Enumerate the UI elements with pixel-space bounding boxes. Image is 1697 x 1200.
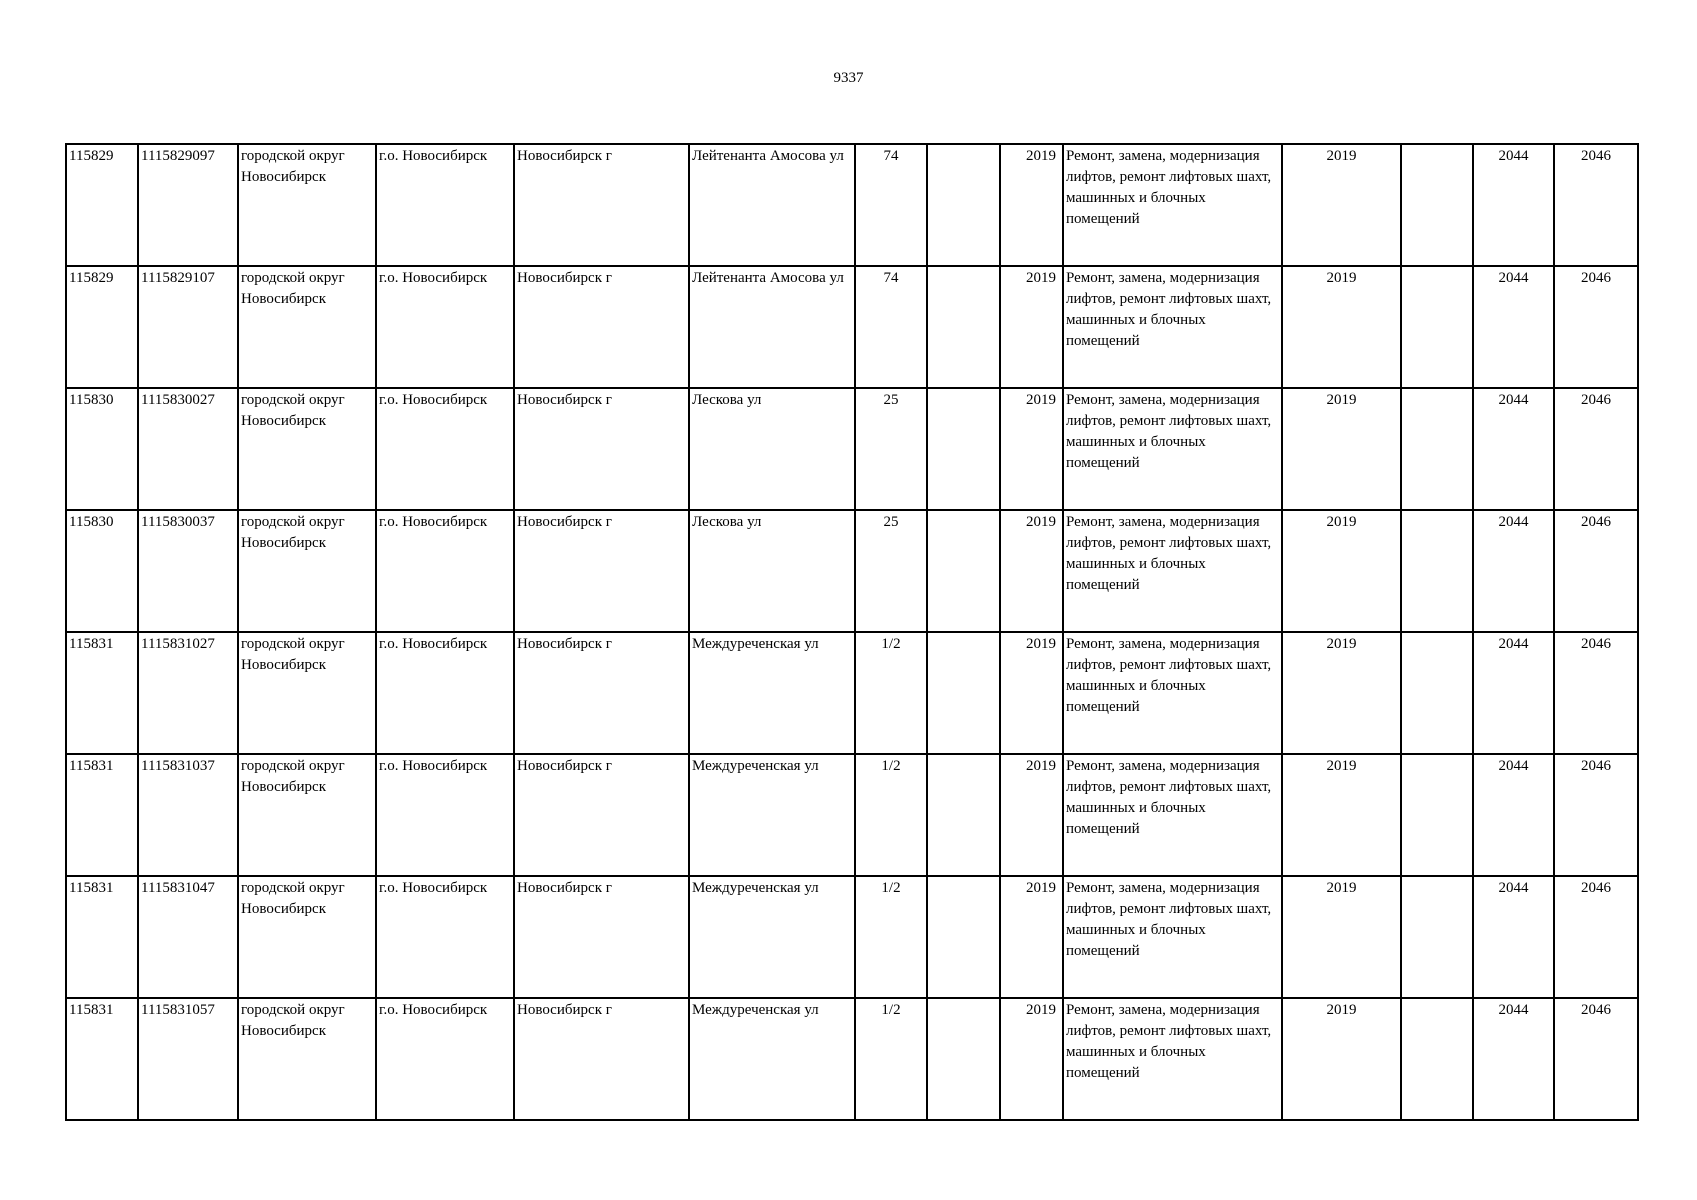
cell-street: Лейтенанта Амосова ул bbox=[689, 144, 855, 266]
cell-year: 2019 bbox=[1000, 632, 1063, 754]
cell-street: Лескова ул bbox=[689, 388, 855, 510]
cell-municipality: г.о. Новосибирск bbox=[376, 388, 514, 510]
cell-plan-year: 2019 bbox=[1282, 510, 1401, 632]
cell-id: 115831 bbox=[66, 876, 138, 998]
cell-work: Ремонт, замена, модернизация лифтов, ремонт лифтовых шахт, машинных и блочных помещений bbox=[1063, 388, 1282, 510]
cell-year-b: 2046 bbox=[1554, 144, 1638, 266]
cell-year: 2019 bbox=[1000, 388, 1063, 510]
cell-year-a: 2044 bbox=[1473, 632, 1554, 754]
cell-plan-year: 2019 bbox=[1282, 144, 1401, 266]
cell-municipality: г.о. Новосибирск bbox=[376, 754, 514, 876]
cell-code: 1115830037 bbox=[138, 510, 238, 632]
cell-street: Междуреченская ул bbox=[689, 876, 855, 998]
table-row bbox=[66, 388, 1638, 510]
cell-year-b: 2046 bbox=[1554, 754, 1638, 876]
cell-house: 74 bbox=[855, 266, 927, 388]
table-body bbox=[66, 144, 1638, 1120]
cell-district: городской округ Новосибирск bbox=[238, 144, 376, 266]
cell-street: Междуреченская ул bbox=[689, 754, 855, 876]
cell-street: Междуреченская ул bbox=[689, 632, 855, 754]
cell-city: Новосибирск г bbox=[514, 266, 689, 388]
page-number: 9337 bbox=[833, 70, 864, 86]
cell-blank bbox=[1401, 510, 1473, 632]
cell-code: 1115829097 bbox=[138, 144, 238, 266]
cell-city: Новосибирск г bbox=[514, 632, 689, 754]
cell-extra bbox=[927, 388, 1000, 510]
cell-year-a: 2044 bbox=[1473, 266, 1554, 388]
cell-year-a: 2044 bbox=[1473, 144, 1554, 266]
cell-house: 1/2 bbox=[855, 998, 927, 1120]
cell-id: 115831 bbox=[66, 754, 138, 876]
registry-table bbox=[65, 143, 1639, 1121]
cell-street: Междуреченская ул bbox=[689, 998, 855, 1120]
cell-year-a: 2044 bbox=[1473, 998, 1554, 1120]
cell-house: 25 bbox=[855, 388, 927, 510]
cell-blank bbox=[1401, 388, 1473, 510]
cell-plan-year: 2019 bbox=[1282, 998, 1401, 1120]
cell-blank bbox=[1401, 266, 1473, 388]
cell-blank bbox=[1401, 632, 1473, 754]
cell-plan-year: 2019 bbox=[1282, 632, 1401, 754]
cell-blank bbox=[1401, 876, 1473, 998]
cell-work: Ремонт, замена, модернизация лифтов, ремонт лифтовых шахт, машинных и блочных помещений bbox=[1063, 510, 1282, 632]
cell-id: 115830 bbox=[66, 388, 138, 510]
cell-code: 1115831047 bbox=[138, 876, 238, 998]
cell-year-a: 2044 bbox=[1473, 510, 1554, 632]
cell-city: Новосибирск г bbox=[514, 876, 689, 998]
cell-city: Новосибирск г bbox=[514, 754, 689, 876]
cell-house: 1/2 bbox=[855, 754, 927, 876]
cell-year-b: 2046 bbox=[1554, 876, 1638, 998]
cell-extra bbox=[927, 510, 1000, 632]
table-row bbox=[66, 998, 1638, 1120]
cell-year-b: 2046 bbox=[1554, 266, 1638, 388]
cell-blank bbox=[1401, 144, 1473, 266]
cell-year: 2019 bbox=[1000, 998, 1063, 1120]
cell-district: городской округ Новосибирск bbox=[238, 876, 376, 998]
cell-district: городской округ Новосибирск bbox=[238, 510, 376, 632]
cell-extra bbox=[927, 754, 1000, 876]
cell-plan-year: 2019 bbox=[1282, 876, 1401, 998]
cell-year: 2019 bbox=[1000, 144, 1063, 266]
cell-year-b: 2046 bbox=[1554, 388, 1638, 510]
cell-code: 1115830027 bbox=[138, 388, 238, 510]
cell-work: Ремонт, замена, модернизация лифтов, ремонт лифтовых шахт, машинных и блочных помещений bbox=[1063, 632, 1282, 754]
cell-year: 2019 bbox=[1000, 754, 1063, 876]
table-row bbox=[66, 510, 1638, 632]
cell-year-a: 2044 bbox=[1473, 876, 1554, 998]
cell-work: Ремонт, замена, модернизация лифтов, ремонт лифтовых шахт, машинных и блочных помещений bbox=[1063, 754, 1282, 876]
cell-code: 1115831037 bbox=[138, 754, 238, 876]
cell-id: 115829 bbox=[66, 144, 138, 266]
cell-extra bbox=[927, 876, 1000, 998]
cell-blank bbox=[1401, 998, 1473, 1120]
cell-extra bbox=[927, 266, 1000, 388]
table-row bbox=[66, 144, 1638, 266]
cell-year: 2019 bbox=[1000, 266, 1063, 388]
cell-district: городской округ Новосибирск bbox=[238, 266, 376, 388]
cell-id: 115829 bbox=[66, 266, 138, 388]
cell-year-b: 2046 bbox=[1554, 632, 1638, 754]
cell-id: 115830 bbox=[66, 510, 138, 632]
cell-year-b: 2046 bbox=[1554, 998, 1638, 1120]
cell-work: Ремонт, замена, модернизация лифтов, ремонт лифтовых шахт, машинных и блочных помещений bbox=[1063, 144, 1282, 266]
table-row bbox=[66, 266, 1638, 388]
cell-street: Лескова ул bbox=[689, 510, 855, 632]
cell-municipality: г.о. Новосибирск bbox=[376, 144, 514, 266]
cell-blank bbox=[1401, 754, 1473, 876]
cell-city: Новосибирск г bbox=[514, 144, 689, 266]
cell-id: 115831 bbox=[66, 632, 138, 754]
table-row bbox=[66, 632, 1638, 754]
cell-house: 74 bbox=[855, 144, 927, 266]
cell-extra bbox=[927, 998, 1000, 1120]
cell-extra bbox=[927, 144, 1000, 266]
cell-id: 115831 bbox=[66, 998, 138, 1120]
cell-house: 25 bbox=[855, 510, 927, 632]
cell-municipality: г.о. Новосибирск bbox=[376, 876, 514, 998]
cell-plan-year: 2019 bbox=[1282, 754, 1401, 876]
cell-year-a: 2044 bbox=[1473, 388, 1554, 510]
cell-work: Ремонт, замена, модернизация лифтов, ремонт лифтовых шахт, машинных и блочных помещений bbox=[1063, 876, 1282, 998]
cell-municipality: г.о. Новосибирск bbox=[376, 266, 514, 388]
cell-plan-year: 2019 bbox=[1282, 388, 1401, 510]
cell-city: Новосибирск г bbox=[514, 998, 689, 1120]
cell-work: Ремонт, замена, модернизация лифтов, ремонт лифтовых шахт, машинных и блочных помещений bbox=[1063, 266, 1282, 388]
cell-district: городской округ Новосибирск bbox=[238, 998, 376, 1120]
cell-code: 1115831057 bbox=[138, 998, 238, 1120]
cell-plan-year: 2019 bbox=[1282, 266, 1401, 388]
cell-year-a: 2044 bbox=[1473, 754, 1554, 876]
cell-district: городской округ Новосибирск bbox=[238, 754, 376, 876]
cell-city: Новосибирск г bbox=[514, 510, 689, 632]
cell-year: 2019 bbox=[1000, 876, 1063, 998]
cell-municipality: г.о. Новосибирск bbox=[376, 998, 514, 1120]
cell-house: 1/2 bbox=[855, 632, 927, 754]
cell-code: 1115829107 bbox=[138, 266, 238, 388]
cell-municipality: г.о. Новосибирск bbox=[376, 510, 514, 632]
cell-city: Новосибирск г bbox=[514, 388, 689, 510]
cell-district: городской округ Новосибирск bbox=[238, 632, 376, 754]
cell-house: 1/2 bbox=[855, 876, 927, 998]
cell-municipality: г.о. Новосибирск bbox=[376, 632, 514, 754]
cell-district: городской округ Новосибирск bbox=[238, 388, 376, 510]
cell-year-b: 2046 bbox=[1554, 510, 1638, 632]
cell-street: Лейтенанта Амосова ул bbox=[689, 266, 855, 388]
table-row bbox=[66, 876, 1638, 998]
table-row bbox=[66, 754, 1638, 876]
cell-work: Ремонт, замена, модернизация лифтов, ремонт лифтовых шахт, машинных и блочных помещений bbox=[1063, 998, 1282, 1120]
cell-code: 1115831027 bbox=[138, 632, 238, 754]
cell-year: 2019 bbox=[1000, 510, 1063, 632]
cell-extra bbox=[927, 632, 1000, 754]
